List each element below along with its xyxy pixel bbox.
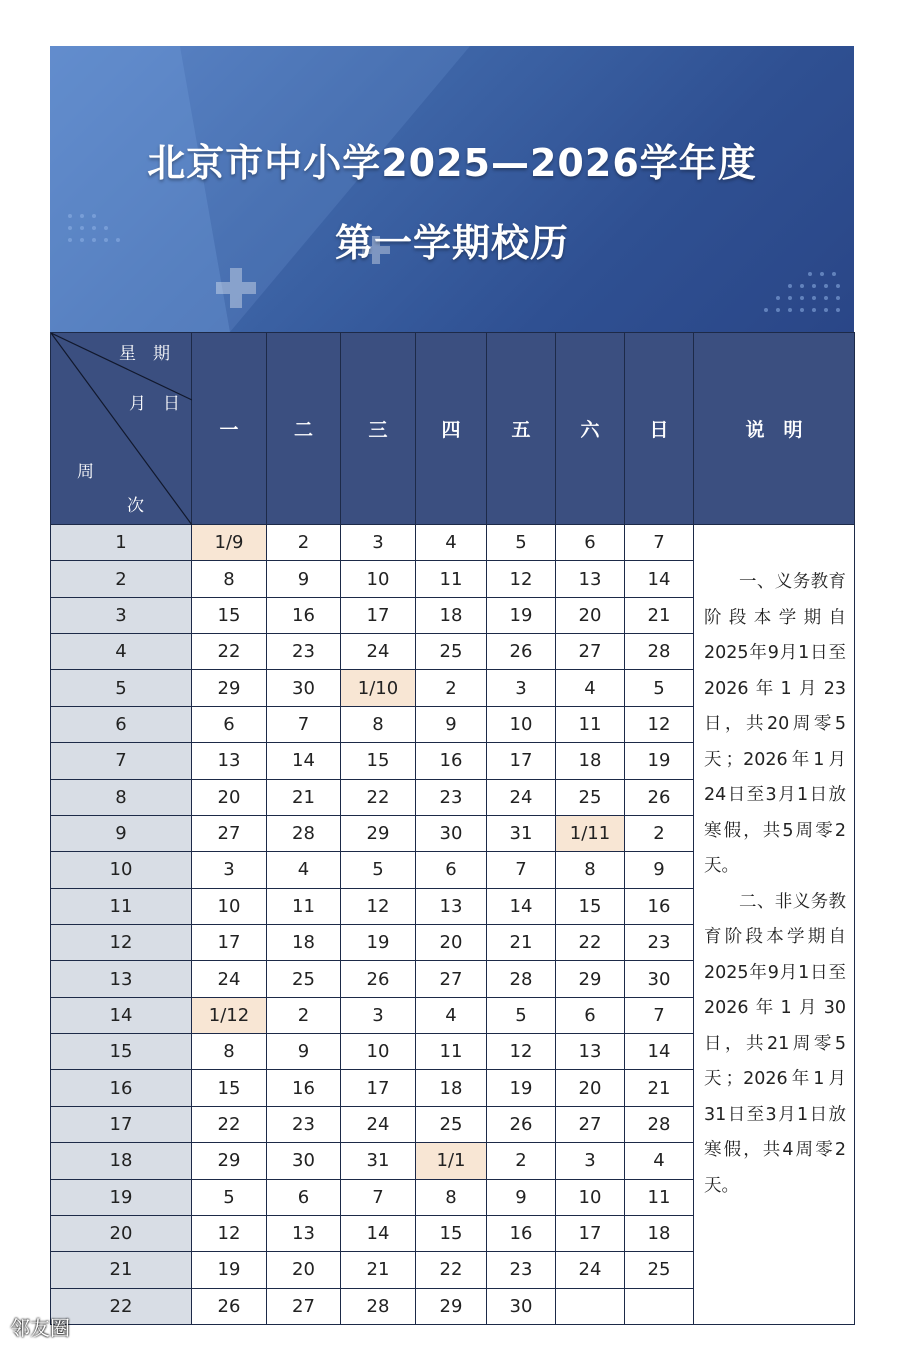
week-number: 8 xyxy=(51,780,192,816)
day-cell: 27 xyxy=(192,816,267,852)
day-cell: 30 xyxy=(416,816,487,852)
banner-decoration xyxy=(50,46,854,332)
weekday-header: 五 xyxy=(487,333,556,525)
day-cell: 24 xyxy=(487,780,556,816)
weekday-header: 一 xyxy=(192,333,267,525)
day-cell: 21 xyxy=(267,780,341,816)
week-number: 18 xyxy=(51,1143,192,1179)
day-cell: 12 xyxy=(625,707,694,743)
day-cell: 5 xyxy=(487,998,556,1034)
day-cell: 15 xyxy=(192,598,267,634)
day-cell: 13 xyxy=(416,889,487,925)
day-cell: 17 xyxy=(556,1216,625,1252)
day-cell: 16 xyxy=(267,1070,341,1106)
day-cell: 17 xyxy=(341,1070,416,1106)
page-title: 北京市中小学2025—2026学年度 xyxy=(147,141,757,185)
day-cell: 9 xyxy=(416,707,487,743)
day-cell: 28 xyxy=(267,816,341,852)
corner-weekday-label: 星 期 xyxy=(119,344,170,364)
day-cell: 25 xyxy=(556,780,625,816)
day-cell: 3 xyxy=(341,998,416,1034)
day-cell: 4 xyxy=(267,852,341,888)
title-banner xyxy=(50,46,854,332)
day-cell: 6 xyxy=(556,998,625,1034)
week-number: 14 xyxy=(51,998,192,1034)
day-cell: 9 xyxy=(625,852,694,888)
day-cell xyxy=(625,1289,694,1325)
day-cell: 29 xyxy=(192,1143,267,1179)
week-number: 20 xyxy=(51,1216,192,1252)
day-cell: 11 xyxy=(556,707,625,743)
day-cell: 22 xyxy=(341,780,416,816)
week-number: 13 xyxy=(51,961,192,997)
day-cell: 17 xyxy=(192,925,267,961)
day-cell: 20 xyxy=(267,1252,341,1288)
day-cell: 20 xyxy=(556,1070,625,1106)
day-cell: 2 xyxy=(416,670,487,706)
day-cell: 21 xyxy=(487,925,556,961)
day-cell: 12 xyxy=(487,1034,556,1070)
day-cell: 1/9 xyxy=(192,525,267,561)
corner-week-label: 周 xyxy=(77,462,94,482)
day-cell: 23 xyxy=(267,634,341,670)
day-cell: 1/10 xyxy=(341,670,416,706)
weekday-header: 日 xyxy=(625,333,694,525)
day-cell: 22 xyxy=(192,634,267,670)
day-cell: 10 xyxy=(192,889,267,925)
notes-cell xyxy=(694,525,855,1325)
week-number: 7 xyxy=(51,743,192,779)
day-cell: 25 xyxy=(416,1107,487,1143)
day-cell: 2 xyxy=(487,1143,556,1179)
day-cell: 21 xyxy=(341,1252,416,1288)
day-cell: 17 xyxy=(487,743,556,779)
day-cell: 18 xyxy=(267,925,341,961)
week-number: 19 xyxy=(51,1180,192,1216)
day-cell: 30 xyxy=(267,1143,341,1179)
day-cell: 3 xyxy=(487,670,556,706)
day-cell xyxy=(556,1289,625,1325)
day-cell: 22 xyxy=(556,925,625,961)
day-cell: 4 xyxy=(556,670,625,706)
day-cell: 22 xyxy=(192,1107,267,1143)
day-cell: 6 xyxy=(556,525,625,561)
day-cell: 16 xyxy=(416,743,487,779)
day-cell: 24 xyxy=(192,961,267,997)
calendar-table xyxy=(50,332,855,1325)
day-cell: 10 xyxy=(556,1180,625,1216)
weekday-header: 六 xyxy=(556,333,625,525)
week-number: 6 xyxy=(51,707,192,743)
day-cell: 31 xyxy=(487,816,556,852)
day-cell: 7 xyxy=(625,525,694,561)
day-cell: 2 xyxy=(625,816,694,852)
day-cell: 25 xyxy=(625,1252,694,1288)
week-number: 15 xyxy=(51,1034,192,1070)
day-cell: 14 xyxy=(267,743,341,779)
day-cell: 19 xyxy=(487,1070,556,1106)
weekday-header: 二 xyxy=(267,333,341,525)
week-number: 4 xyxy=(51,634,192,670)
week-number: 17 xyxy=(51,1107,192,1143)
day-cell: 5 xyxy=(625,670,694,706)
day-cell: 27 xyxy=(267,1289,341,1325)
day-cell: 8 xyxy=(556,852,625,888)
day-cell: 16 xyxy=(267,598,341,634)
day-cell: 25 xyxy=(267,961,341,997)
day-cell: 19 xyxy=(192,1252,267,1288)
day-cell: 28 xyxy=(487,961,556,997)
week-number: 12 xyxy=(51,925,192,961)
day-cell: 28 xyxy=(625,634,694,670)
day-cell: 26 xyxy=(192,1289,267,1325)
day-cell: 11 xyxy=(416,561,487,597)
day-cell: 10 xyxy=(341,1034,416,1070)
day-cell: 6 xyxy=(267,1180,341,1216)
day-cell: 4 xyxy=(416,525,487,561)
day-cell: 30 xyxy=(267,670,341,706)
day-cell: 19 xyxy=(625,743,694,779)
week-number: 10 xyxy=(51,852,192,888)
day-cell: 30 xyxy=(625,961,694,997)
day-cell: 20 xyxy=(416,925,487,961)
day-cell: 7 xyxy=(487,852,556,888)
day-cell: 26 xyxy=(341,961,416,997)
day-cell: 27 xyxy=(556,634,625,670)
day-cell: 8 xyxy=(341,707,416,743)
day-cell: 13 xyxy=(556,561,625,597)
day-cell: 26 xyxy=(625,780,694,816)
day-cell: 23 xyxy=(487,1252,556,1288)
day-cell: 13 xyxy=(192,743,267,779)
day-cell: 29 xyxy=(556,961,625,997)
day-cell: 16 xyxy=(487,1216,556,1252)
day-cell: 25 xyxy=(416,634,487,670)
day-cell: 16 xyxy=(625,889,694,925)
day-cell: 7 xyxy=(341,1180,416,1216)
day-cell: 8 xyxy=(192,1034,267,1070)
day-cell: 26 xyxy=(487,634,556,670)
day-cell: 19 xyxy=(341,925,416,961)
day-cell: 30 xyxy=(487,1289,556,1325)
day-cell: 18 xyxy=(625,1216,694,1252)
day-cell: 1/12 xyxy=(192,998,267,1034)
day-cell: 29 xyxy=(192,670,267,706)
day-cell: 21 xyxy=(625,1070,694,1106)
day-cell: 19 xyxy=(487,598,556,634)
day-cell: 29 xyxy=(416,1289,487,1325)
corner-index-label: 次 xyxy=(127,496,144,516)
page-subtitle: 第一学期校历 xyxy=(334,221,569,265)
week-number: 2 xyxy=(51,561,192,597)
day-cell: 4 xyxy=(416,998,487,1034)
day-cell: 28 xyxy=(341,1289,416,1325)
day-cell: 12 xyxy=(341,889,416,925)
day-cell: 13 xyxy=(556,1034,625,1070)
week-number: 21 xyxy=(51,1252,192,1288)
day-cell: 14 xyxy=(625,1034,694,1070)
week-number: 5 xyxy=(51,670,192,706)
day-cell: 18 xyxy=(416,1070,487,1106)
day-cell: 18 xyxy=(556,743,625,779)
day-cell: 1/11 xyxy=(556,816,625,852)
day-cell: 6 xyxy=(192,707,267,743)
school-calendar xyxy=(50,46,854,1324)
day-cell: 3 xyxy=(341,525,416,561)
week-number: 9 xyxy=(51,816,192,852)
day-cell: 14 xyxy=(625,561,694,597)
day-cell: 27 xyxy=(556,1107,625,1143)
day-cell: 22 xyxy=(416,1252,487,1288)
day-cell: 11 xyxy=(416,1034,487,1070)
day-cell: 24 xyxy=(341,634,416,670)
day-cell: 5 xyxy=(192,1180,267,1216)
day-cell: 9 xyxy=(267,561,341,597)
day-cell: 7 xyxy=(267,707,341,743)
day-cell: 15 xyxy=(341,743,416,779)
day-cell: 8 xyxy=(192,561,267,597)
notes-header: 说 明 xyxy=(694,333,855,525)
day-cell: 8 xyxy=(416,1180,487,1216)
day-cell: 26 xyxy=(487,1107,556,1143)
day-cell: 4 xyxy=(625,1143,694,1179)
day-cell: 1/1 xyxy=(416,1143,487,1179)
day-cell: 9 xyxy=(487,1180,556,1216)
day-cell: 11 xyxy=(625,1180,694,1216)
note-paragraph: 二、非义务教育阶段本学期自2025年9月1日至2026年1月30日，共21周零5天；2026年1月31日至3月1日放寒假，共4周零2天。 xyxy=(704,891,846,1196)
day-cell: 12 xyxy=(487,561,556,597)
day-cell: 20 xyxy=(556,598,625,634)
day-cell: 3 xyxy=(192,852,267,888)
week-number: 16 xyxy=(51,1070,192,1106)
day-cell: 23 xyxy=(416,780,487,816)
day-cell: 11 xyxy=(267,889,341,925)
day-cell: 7 xyxy=(625,998,694,1034)
day-cell: 13 xyxy=(267,1216,341,1252)
day-cell: 27 xyxy=(416,961,487,997)
day-cell: 14 xyxy=(487,889,556,925)
note-paragraph: 一、义务教育阶段本学期自2025年9月1日至2026年1月23日，共20周零5天；2026年1月24日至3月1日放寒假，共5周零2天。 xyxy=(704,572,846,876)
day-cell: 24 xyxy=(556,1252,625,1288)
day-cell: 5 xyxy=(487,525,556,561)
day-cell: 31 xyxy=(341,1143,416,1179)
day-cell: 9 xyxy=(267,1034,341,1070)
day-cell: 15 xyxy=(556,889,625,925)
header-corner xyxy=(51,333,192,525)
week-number: 1 xyxy=(51,525,192,561)
day-cell: 21 xyxy=(625,598,694,634)
day-cell: 6 xyxy=(416,852,487,888)
day-cell: 10 xyxy=(341,561,416,597)
day-cell: 15 xyxy=(416,1216,487,1252)
day-cell: 20 xyxy=(192,780,267,816)
day-cell: 28 xyxy=(625,1107,694,1143)
day-cell: 23 xyxy=(625,925,694,961)
day-cell: 10 xyxy=(487,707,556,743)
day-cell: 15 xyxy=(192,1070,267,1106)
day-cell: 2 xyxy=(267,998,341,1034)
day-cell: 12 xyxy=(192,1216,267,1252)
week-number: 11 xyxy=(51,889,192,925)
day-cell: 23 xyxy=(267,1107,341,1143)
day-cell: 14 xyxy=(341,1216,416,1252)
watermark: 邻友圈 xyxy=(10,1316,70,1340)
weekday-header: 三 xyxy=(341,333,416,525)
day-cell: 3 xyxy=(556,1143,625,1179)
day-cell: 17 xyxy=(341,598,416,634)
day-cell: 29 xyxy=(341,816,416,852)
day-cell: 18 xyxy=(416,598,487,634)
corner-monthday-label: 月 日 xyxy=(129,394,180,414)
day-cell: 2 xyxy=(267,525,341,561)
week-number: 3 xyxy=(51,598,192,634)
day-cell: 5 xyxy=(341,852,416,888)
day-cell: 24 xyxy=(341,1107,416,1143)
weekday-header: 四 xyxy=(416,333,487,525)
week-number: 22 xyxy=(51,1289,192,1325)
